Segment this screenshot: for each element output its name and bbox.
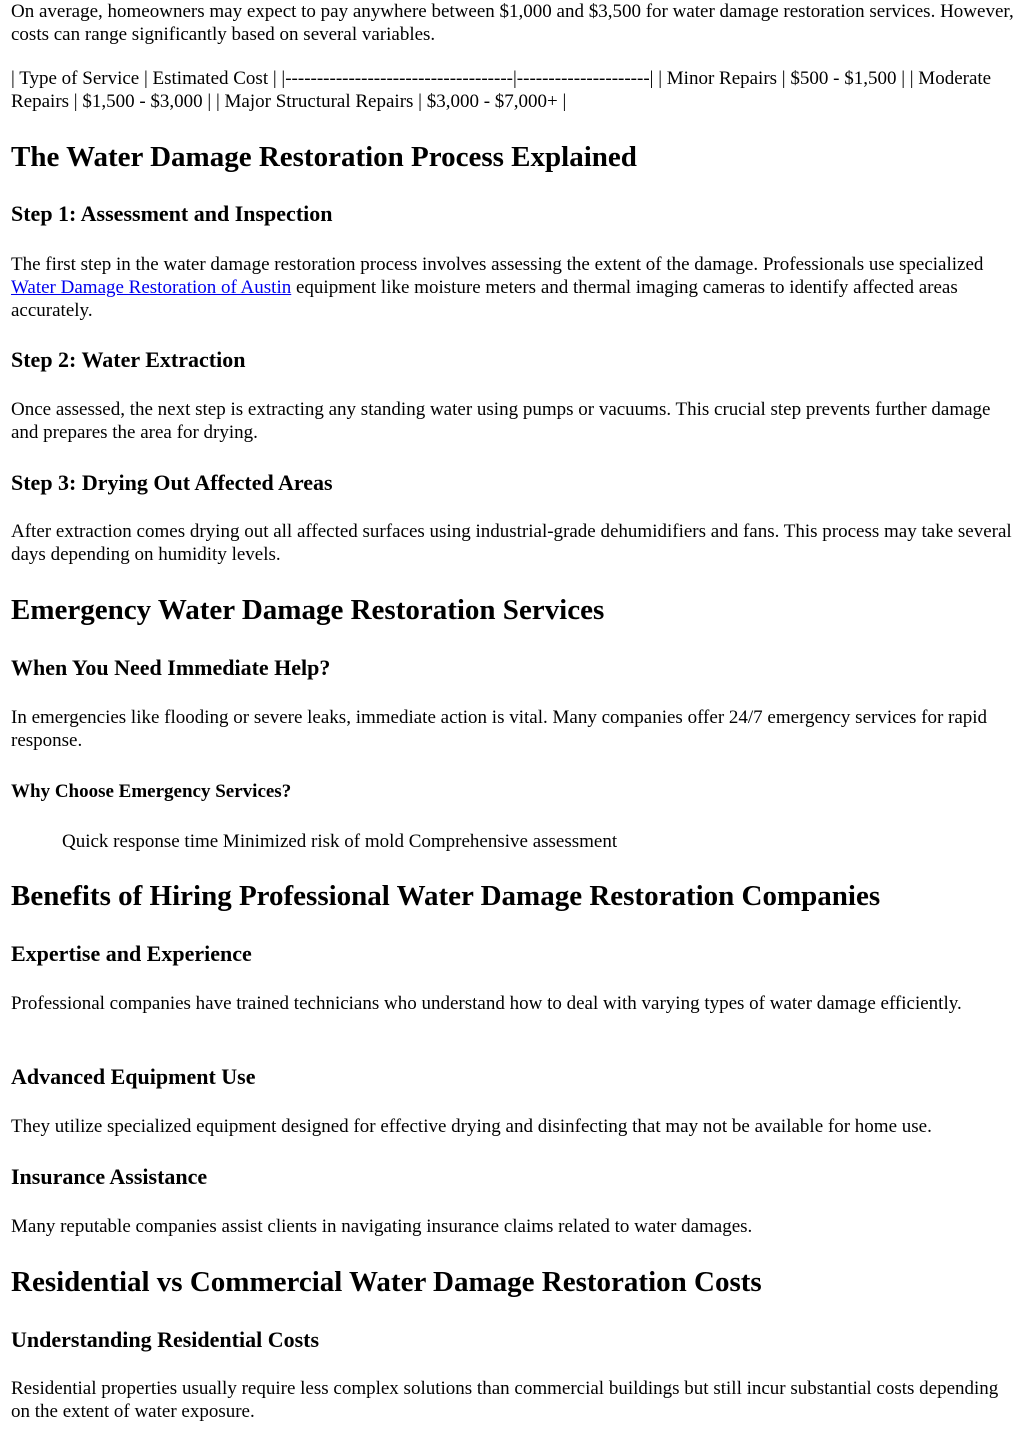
insurance-heading: Insurance Assistance bbox=[11, 1164, 208, 1189]
cost-table-text: | Type of Service | Estimated Cost | |------------------------------------|---------------------| | Minor Repairs | $500 - $1,500 | | Moderate Repairs | $1,500 - $3,000 | | Major Structural Repairs | $3,000 - $7,000+ | bbox=[11, 68, 992, 112]
step3-heading: Step 3: Drying Out Affected Areas bbox=[11, 470, 333, 495]
step1-text-after: equipment like moisture meters and thermal imaging cameras to identify affected areas accurately. bbox=[11, 277, 958, 321]
process-heading: The Water Damage Restoration Process Explained bbox=[11, 141, 637, 173]
austin-restoration-link[interactable]: Water Damage Restoration of Austin bbox=[11, 277, 292, 298]
step1-heading: Step 1: Assessment and Inspection bbox=[11, 201, 333, 226]
insurance-paragraph: Many reputable companies assist clients in navigating insurance claims related to water damages. bbox=[11, 1216, 753, 1237]
equipment-heading: Advanced Equipment Use bbox=[11, 1064, 256, 1089]
step3-paragraph: After extraction comes drying out all affected surfaces using industrial-grade dehumidifiers and fans. This process may take several days depending on humidity levels. bbox=[11, 521, 1012, 565]
step1-text-before: The first step in the water damage restoration process involves assessing the extent of the damage. Professionals use specialized bbox=[11, 254, 984, 275]
step2-heading: Step 2: Water Extraction bbox=[11, 347, 246, 372]
benefits-heading: Benefits of Hiring Professional Water Damage Restoration Companies bbox=[11, 880, 881, 912]
emergency-paragraph: In emergencies like flooding or severe leaks, immediate action is vital. Many companies offer 24/7 emergency services for rapid response. bbox=[11, 707, 988, 751]
emergency-heading: Emergency Water Damage Restoration Services bbox=[11, 594, 605, 626]
step2-paragraph: Once assessed, the next step is extracting any standing water using pumps or vacuums. This crucial step prevents further damage and prepares the area for drying. bbox=[11, 399, 991, 443]
step1-paragraph bbox=[11, 253, 1014, 322]
expertise-paragraph: Professional companies have trained technicians who understand how to deal with varying types of water damage efficiently. bbox=[11, 993, 962, 1014]
why-emergency-heading: Why Choose Emergency Services? bbox=[11, 781, 292, 802]
costs-heading: Residential vs Commercial Water Damage Restoration Costs bbox=[11, 1266, 762, 1298]
expertise-heading: Expertise and Experience bbox=[11, 941, 252, 966]
emergency-reasons-list: Quick response time Minimized risk of mold Comprehensive assessment bbox=[62, 831, 618, 852]
intro-paragraph: On average, homeowners may expect to pay anywhere between $1,000 and $3,500 for water damage restoration services. However, costs can range significantly based on several variables. bbox=[11, 1, 1014, 45]
residential-paragraph: Residential properties usually require less complex solutions than commercial buildings but still incur substantial costs depending on the extent of water exposure. bbox=[11, 1378, 999, 1422]
immediate-help-heading: When You Need Immediate Help? bbox=[11, 655, 331, 680]
residential-costs-heading: Understanding Residential Costs bbox=[11, 1327, 320, 1352]
equipment-paragraph: They utilize specialized equipment designed for effective drying and disinfecting that may not be available for home use. bbox=[11, 1116, 932, 1137]
